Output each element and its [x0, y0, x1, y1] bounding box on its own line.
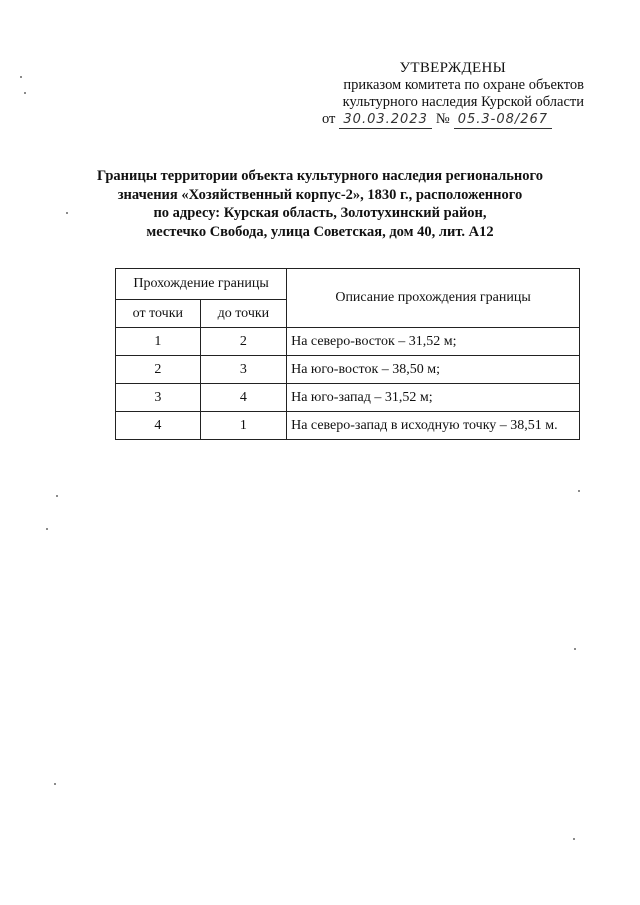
table-row: [116, 356, 580, 384]
title-line-3: по адресу: Курская область, Золотухинский район,: [153, 205, 487, 221]
cell-description: На юго-восток – 38,50 м;: [287, 356, 580, 384]
approval-heading: УТВЕРЖДЕНЫ: [399, 60, 506, 76]
cell-to: 3: [200, 356, 286, 384]
handwritten-number: 05.3-08/267: [454, 111, 552, 129]
scan-speck: [20, 76, 22, 78]
document-title: [40, 167, 600, 241]
scan-speck: [46, 528, 48, 530]
approval-line-1: приказом комитета по охране объектов: [343, 77, 584, 93]
scan-speck: [573, 838, 575, 840]
table-row: [116, 384, 580, 412]
cell-from: 2: [116, 356, 201, 384]
approval-line-2: культурного наследия Курской области: [342, 94, 584, 110]
scan-speck: [66, 212, 68, 214]
title-line-4: местечко Свобода, улица Советская, дом 40, лит. А12: [146, 223, 494, 240]
cell-from: 1: [116, 328, 201, 356]
scan-speck: [54, 783, 56, 785]
cell-from: 3: [116, 384, 201, 412]
cell-description: На юго-запад – 31,52 м;: [287, 384, 580, 412]
scan-speck: [578, 490, 580, 492]
approval-order-line: [322, 111, 584, 129]
title-line-1: Границы территории объекта культурного наследия регионального: [97, 168, 543, 184]
cell-to: 2: [200, 328, 286, 356]
table-row: [116, 328, 580, 356]
header-to-point: до точки: [200, 300, 286, 328]
header-description: Описание прохождения границы: [287, 269, 580, 328]
cell-to: 1: [200, 412, 286, 440]
scan-speck: [574, 648, 576, 650]
header-boundary-passage: Прохождение границы: [116, 269, 287, 300]
cell-to: 4: [200, 384, 286, 412]
handwritten-date: 30.03.2023: [339, 111, 431, 129]
header-from-point: от точки: [116, 300, 201, 328]
boundary-table: [115, 268, 580, 440]
table-row: [116, 412, 580, 440]
title-line-2: значения «Хозяйственный корпус-2», 1830 г., расположенного: [117, 186, 523, 203]
scan-speck: [56, 495, 58, 497]
approval-block: [322, 60, 584, 129]
from-label: от: [322, 111, 336, 127]
cell-description: На северо-запад в исходную точку – 38,51 м.: [287, 412, 580, 440]
number-label: №: [435, 111, 450, 127]
cell-description: На северо-восток – 31,52 м;: [287, 328, 580, 356]
cell-from: 4: [116, 412, 201, 440]
scan-speck: [24, 92, 26, 94]
